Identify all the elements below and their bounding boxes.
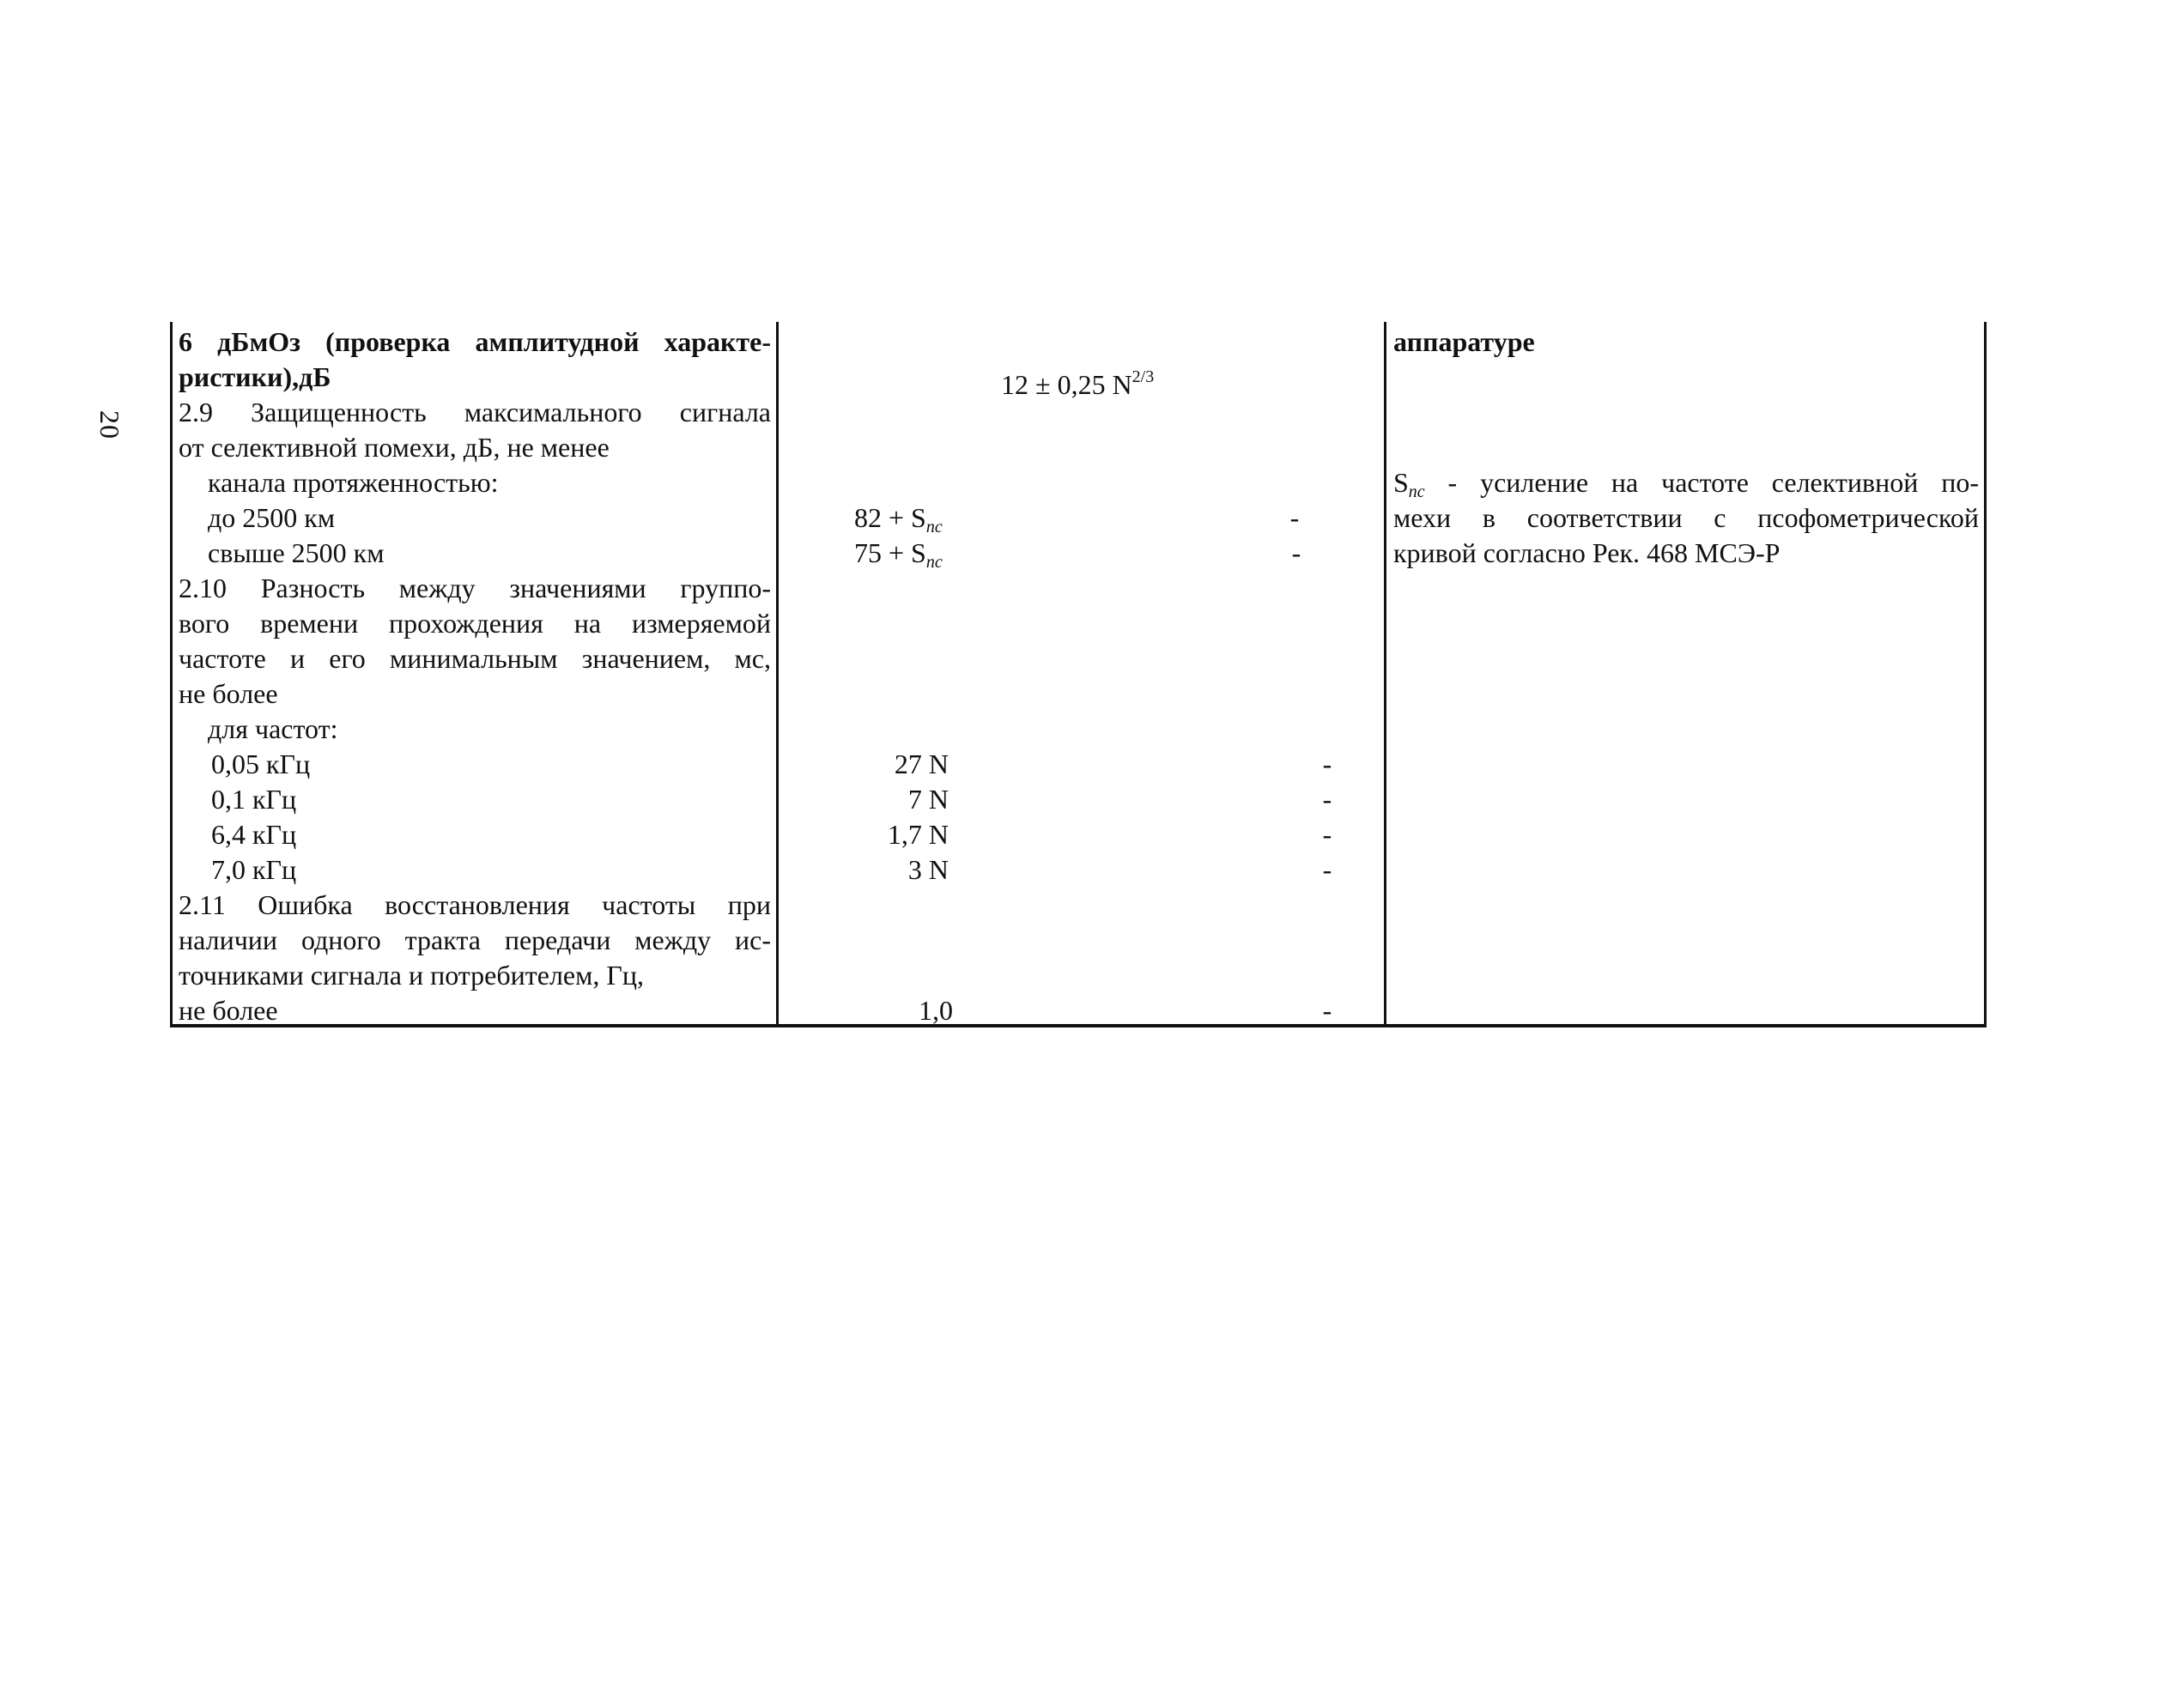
item-2-9-row-value-2 <box>854 536 943 580</box>
item-2-9-row-dash-2: - <box>1291 537 1301 568</box>
item-2-10-row-value-1: 27 N <box>894 749 949 779</box>
item-2-10-row-label-3: 6,4 кГц <box>211 819 297 850</box>
item-2-11-line-2: наличии одного тракта передачи между ис- <box>179 924 771 955</box>
item-2-10-row-label-2: 0,1 кГц <box>211 784 297 815</box>
cont-line-2: ристики),дБ <box>179 361 331 392</box>
item-2-10-row-value-4: 3 N <box>907 854 949 885</box>
cont-line-1: 6 дБмОз (проверка амплитудной характе- <box>179 326 771 357</box>
item-2-10-line-5: для частот: <box>208 713 338 744</box>
table-divider-1 <box>776 322 779 1027</box>
table-divider-2 <box>1384 322 1386 1027</box>
item-2-9-row-value-main-1: 82 + S <box>854 502 926 533</box>
cont-note: аппаратуре <box>1393 326 1535 357</box>
item-2-9-row-value-sub-2: пс <box>925 553 943 572</box>
item-2-10-line-1: 2.10 Разность между значениями группо- <box>179 573 771 603</box>
item-2-9-row-dash-1: - <box>1289 502 1300 533</box>
item-2-9-line-1: 2.9 Защищенность максимального сигнала <box>179 397 771 427</box>
item-2-11-line-4: не более <box>179 995 278 1026</box>
item-2-11-line-1: 2.11 Ошибка восстановления частоты при <box>179 889 771 920</box>
item-2-11-value: 1,0 <box>919 995 953 1026</box>
table-left-border <box>170 322 173 1027</box>
table-right-border <box>1984 322 1987 1027</box>
item-2-10-row-dash-4: - <box>1322 854 1332 885</box>
item-2-11-line-3: точниками сигнала и потребителем, Гц, <box>179 960 644 991</box>
item-2-10-row-label-1: 0,05 кГц <box>211 749 311 779</box>
item-2-10-row-value-2: 7 N <box>907 784 949 815</box>
item-2-10-row-label-4: 7,0 кГц <box>211 854 297 885</box>
item-2-9-row-label-2: свыше 2500 км <box>208 537 385 568</box>
item-2-10-line-4: не более <box>179 678 278 709</box>
cont-value-exp: 2/3 <box>1131 367 1155 386</box>
item-2-10-row-dash-1: - <box>1322 749 1332 779</box>
item-2-9-row-label-1: до 2500 км <box>208 502 336 533</box>
item-2-10-line-3: частоте и его минимальным значением, мс, <box>179 643 771 674</box>
item-2-10-row-dash-3: - <box>1322 819 1332 850</box>
item-2-9-note-line-2: мехи в соответствии с псофометрической <box>1393 502 1979 533</box>
item-2-9-row-value-main-2: 75 + S <box>854 537 926 568</box>
page-number: 20 <box>94 410 125 439</box>
item-2-9-note-line-3: кривой согласно Рек. 468 МСЭ-Р <box>1393 537 1781 568</box>
item-2-9-line-2: от селективной помехи, дБ, не менее <box>179 432 610 463</box>
item-2-9-row-value-sub-1: пс <box>925 518 943 536</box>
item-2-9-note-sub: пс <box>1408 482 1425 501</box>
item-2-10-row-dash-2: - <box>1322 784 1332 815</box>
item-2-10-line-2: вого времени прохождения на измеряемой <box>179 608 771 639</box>
item-2-9-note-symbol: S <box>1393 467 1409 498</box>
item-2-9-line-3: канала протяженностью: <box>208 467 499 498</box>
item-2-9-note-text-1: - усиление на частоте селективной по- <box>1424 467 1979 498</box>
cont-value-main: 12 ± 0,25 N <box>1001 369 1132 400</box>
cont-value <box>1001 360 1154 403</box>
item-2-10-row-value-3: 1,7 N <box>887 819 949 850</box>
item-2-11-dash: - <box>1322 995 1332 1026</box>
